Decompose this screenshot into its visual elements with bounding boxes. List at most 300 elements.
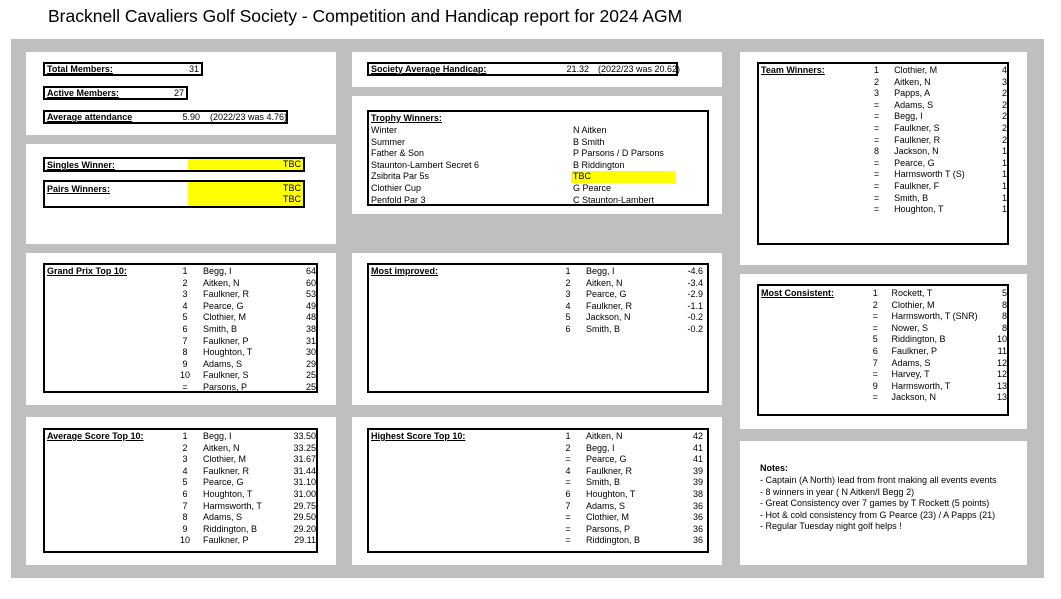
team-row: [859, 65, 1007, 77]
most-consistent-row: [859, 369, 1007, 381]
most-improved-rank: 3: [565, 289, 571, 300]
most-consistent-name: Rockett, T: [891, 288, 933, 298]
team-rank: 1: [874, 65, 880, 75]
most-consistent-row: [859, 381, 1007, 393]
team-rank: 8: [874, 146, 880, 157]
team-label: Team Winners:: [761, 65, 825, 75]
most-improved-row: [550, 289, 703, 301]
average-score-rank: 1: [182, 431, 188, 441]
average-score-name: Adams, S: [203, 512, 243, 523]
highest-score-value: 39: [692, 477, 703, 488]
grand-prix-value: 31: [305, 335, 316, 346]
team-row: [859, 135, 1007, 147]
most-improved-row: [550, 312, 703, 324]
most-consistent-rank: 6: [872, 345, 878, 356]
average-score-row: [167, 512, 316, 524]
highest-score-name: Faulkner, R: [586, 465, 633, 476]
grand-prix-row: [167, 301, 316, 313]
trophy-winner: B Smith: [573, 136, 605, 147]
grand-prix-rank: 8: [182, 347, 188, 358]
highest-score-name: Pearce, G: [586, 454, 627, 465]
highest-score-row: [550, 524, 703, 536]
highest-score-name: Aitken, N: [586, 431, 623, 441]
trophy-box: [367, 110, 709, 206]
highest-score-value: 36: [692, 512, 703, 523]
grand-prix-name: Clothier, M: [203, 312, 247, 323]
average-score-name: Riddington, B: [203, 523, 258, 534]
team-rank: =: [873, 157, 880, 168]
team-row: [859, 77, 1007, 89]
most-improved-value: -0.2: [687, 312, 703, 323]
most-consistent-name: Faulkner, P: [891, 345, 937, 356]
most-improved-row: [550, 266, 703, 278]
team-name: Adams, S: [894, 99, 934, 110]
highest-score-row: [550, 443, 703, 455]
trophy-row: [371, 183, 664, 195]
average-score-rank: 10: [179, 535, 190, 546]
team-name: Faulkner, F: [894, 180, 940, 191]
team-name: Pearce, G: [894, 157, 935, 168]
average-score-value: 29.11: [294, 535, 316, 546]
grand-prix-rank: 2: [182, 277, 188, 288]
most-consistent-row: [859, 346, 1007, 358]
most-consistent-panel: [740, 274, 1027, 429]
attendance-note: (2022/23 was 4.76): [210, 112, 288, 122]
average-score-value: 31.10: [293, 477, 316, 488]
most-consistent-value: 13: [996, 392, 1007, 403]
highest-score-name: Begg, I: [586, 442, 615, 453]
total-members-box: [43, 62, 203, 76]
grand-prix-rank: 5: [182, 312, 188, 323]
grand-prix-name: Faulkner, P: [203, 335, 249, 346]
average-score-name: Houghton, T: [203, 488, 253, 499]
highest-score-value: 39: [692, 465, 703, 476]
highest-score-rank: =: [565, 454, 571, 465]
most-improved-name: Begg, I: [586, 266, 615, 276]
grand-prix-name: Parsons, P: [203, 381, 248, 392]
highest-score-name: Clothier, M: [586, 512, 630, 523]
highest-score-value: 36: [692, 535, 703, 546]
average-score-name: Begg, I: [203, 431, 232, 441]
singles-winner-box: [43, 157, 305, 172]
trophy-row: [371, 195, 664, 207]
most-consistent-name: Adams, S: [891, 357, 931, 368]
team-name: Harmsworth T (S): [894, 169, 965, 180]
note-line: - Great Consistency over 7 games by T Rockett (5 points): [760, 498, 990, 509]
grand-prix-row: [167, 278, 316, 290]
most-consistent-value: 8: [1001, 322, 1007, 333]
trophy-row: [371, 125, 664, 137]
most-improved-value: -3.4: [687, 277, 703, 288]
most-consistent-row: [859, 334, 1007, 346]
average-score-value: 33.50: [293, 431, 316, 441]
attendance-value: 5.90: [182, 112, 200, 122]
highest-score-name: Parsons, P: [586, 523, 631, 534]
grand-prix-rank: 7: [182, 335, 188, 346]
highest-score-label: Highest Score Top 10:: [371, 431, 466, 441]
most-improved-box: [367, 263, 709, 393]
team-value: 4: [1001, 65, 1007, 75]
grand-prix-name: Adams, S: [203, 358, 243, 369]
most-improved-rank: 4: [565, 300, 571, 311]
team-rank: =: [873, 169, 880, 180]
average-score-name: Faulkner, P: [203, 535, 249, 546]
trophy-name: Zsibrita Par 5s: [371, 171, 430, 182]
most-improved-value: -2.9: [687, 289, 703, 300]
grand-prix-row: [167, 370, 316, 382]
active-members-label: Active Members:: [47, 88, 120, 98]
most-consistent-rank: 1: [872, 288, 878, 298]
grand-prix-value: 38: [305, 323, 316, 334]
average-score-rank: 3: [182, 454, 188, 465]
most-consistent-rank: 2: [872, 299, 878, 310]
highest-score-row: [550, 431, 703, 443]
most-consistent-rank: =: [872, 322, 878, 333]
trophy-row: [371, 137, 664, 149]
most-consistent-box: [757, 284, 1009, 416]
team-name: Clothier, M: [894, 65, 938, 75]
trophy-name: Penfold Par 3: [371, 194, 426, 205]
most-consistent-rank: 5: [872, 334, 878, 345]
grand-prix-value: 25: [305, 381, 316, 392]
grand-prix-rank: 10: [179, 370, 190, 381]
most-consistent-value: 11: [997, 345, 1007, 356]
most-improved-name: Jackson, N: [586, 312, 631, 323]
average-score-panel: [26, 417, 336, 565]
highest-score-value: 36: [692, 523, 703, 534]
most-improved-value: -0.2: [687, 323, 703, 334]
highest-score-row: [550, 477, 703, 489]
average-score-row: [167, 466, 316, 478]
grand-prix-value: 25: [305, 370, 316, 381]
average-score-rank: 2: [182, 442, 188, 453]
average-score-rank: 4: [182, 465, 188, 476]
most-consistent-value: 13: [996, 380, 1007, 391]
team-rank: =: [873, 99, 880, 110]
trophy-winner: C Staunton-Lambert: [573, 194, 655, 205]
most-improved-panel: [352, 253, 722, 405]
highest-score-rank: =: [565, 523, 571, 534]
grand-prix-name: Houghton, T: [203, 347, 253, 358]
grand-prix-name: Pearce, G: [203, 300, 244, 311]
most-improved-name: Smith, B: [586, 323, 621, 334]
grand-prix-rank: 3: [182, 289, 188, 300]
team-rank: =: [873, 111, 880, 122]
average-score-value: 29.20: [293, 523, 316, 534]
trophy-winner: N Aitken: [573, 125, 607, 135]
singles-winner-value: TBC: [283, 159, 301, 169]
most-consistent-row: [859, 288, 1007, 300]
team-value: 2: [1001, 99, 1007, 110]
team-row: [859, 100, 1007, 112]
most-consistent-value: 12: [996, 357, 1007, 368]
most-improved-value: -1.1: [687, 300, 703, 311]
most-consistent-name: Harmsworth, T (SNR): [891, 311, 978, 322]
trophy-row: [371, 160, 664, 172]
grand-prix-rank: 9: [182, 358, 188, 369]
grand-prix-rank: 4: [182, 300, 188, 311]
most-consistent-value: 10: [996, 334, 1007, 345]
most-consistent-value: 8: [1001, 299, 1007, 310]
average-score-value: 31.67: [293, 454, 316, 465]
grand-prix-value: 53: [305, 289, 316, 300]
highest-score-rank: =: [565, 477, 571, 488]
most-consistent-name: Harmsworth, T: [891, 380, 951, 391]
average-score-rank: 8: [182, 512, 188, 523]
trophy-winner: TBC: [573, 171, 591, 182]
highest-score-name: Riddington, B: [586, 535, 641, 546]
highest-score-row: [550, 489, 703, 501]
average-score-name: Pearce, G: [203, 477, 244, 488]
most-consistent-row: [859, 300, 1007, 312]
team-value: 1: [1001, 192, 1007, 203]
average-score-name: Aitken, N: [203, 442, 240, 453]
average-score-value: 29.50: [293, 512, 316, 523]
team-value: 2: [1001, 111, 1007, 122]
trophy-name: Staunton-Lambert Secret 6: [371, 159, 480, 170]
average-score-label: Average Score Top 10:: [47, 431, 144, 441]
average-score-row: [167, 489, 316, 501]
team-row: [859, 111, 1007, 123]
team-rank: =: [873, 192, 880, 203]
grand-prix-value: 30: [305, 347, 316, 358]
team-row: [859, 88, 1007, 100]
average-score-name: Faulkner, R: [203, 465, 250, 476]
average-score-value: 33.25: [293, 442, 316, 453]
highest-score-rank: 2: [565, 442, 571, 453]
note-line: - Hot & cold consistency from G Pearce (23) / A Papps (21): [760, 509, 996, 520]
highest-score-row: [550, 501, 703, 513]
average-score-rank: 7: [182, 500, 188, 511]
highest-score-rank: 6: [565, 488, 571, 499]
grand-prix-value: 60: [305, 277, 316, 288]
grand-prix-rank: 1: [182, 266, 188, 276]
trophy-name: Winter: [371, 125, 398, 135]
average-score-row: [167, 454, 316, 466]
highest-score-panel: [352, 417, 722, 565]
most-consistent-name: Clothier, M: [891, 299, 935, 310]
pairs-winner-2: TBC: [283, 194, 301, 204]
highest-score-row: [550, 512, 703, 524]
highest-score-value: 41: [692, 442, 703, 453]
report-frame: [11, 39, 1044, 578]
highest-score-name: Adams, S: [586, 500, 626, 511]
grand-prix-row: [167, 382, 316, 394]
team-value: 1: [1001, 157, 1007, 168]
most-consistent-rank: =: [872, 392, 878, 403]
most-improved-rank: 1: [565, 266, 571, 276]
team-value: 1: [1001, 146, 1007, 157]
average-score-name: Harmsworth, T: [203, 500, 262, 511]
team-row: [859, 181, 1007, 193]
team-table: [859, 65, 1007, 216]
grand-prix-name: Aitken, N: [203, 277, 240, 288]
highest-score-name: Houghton, T: [586, 488, 636, 499]
note-line: - Regular Tuesday night golf helps !: [760, 521, 902, 532]
grand-prix-box: [43, 263, 318, 393]
trophy-panel: [352, 96, 722, 214]
grand-prix-rank: 6: [182, 323, 188, 334]
handicap-box: [367, 62, 681, 76]
team-name: Faulkner, S: [894, 122, 940, 133]
team-rank: =: [873, 134, 880, 145]
most-improved-row: [550, 301, 703, 313]
most-consistent-name: Jackson, N: [891, 392, 936, 403]
trophy-winner: B Riddington: [573, 159, 625, 170]
most-improved-row: [550, 278, 703, 290]
total-members-label: Total Members:: [47, 64, 113, 74]
average-score-row: [167, 443, 316, 455]
team-row: [859, 123, 1007, 135]
highest-score-rank: 4: [565, 465, 571, 476]
team-name: Jackson, N: [894, 146, 939, 157]
most-consistent-row: [859, 358, 1007, 370]
highest-score-row: [550, 454, 703, 466]
most-consistent-name: Nower, S: [891, 322, 928, 333]
trophy-winner: P Parsons / D Parsons: [573, 148, 664, 159]
average-score-box: [43, 428, 318, 553]
handicap-value: 21.32: [566, 64, 589, 74]
team-rank: =: [873, 122, 880, 133]
total-members-value: 31: [188, 64, 199, 74]
team-name: Houghton, T: [894, 204, 944, 215]
most-consistent-name: Riddington, B: [891, 334, 946, 345]
team-row: [859, 158, 1007, 170]
grand-prix-row: [167, 359, 316, 371]
grand-prix-row: [167, 312, 316, 324]
grand-prix-panel: [26, 253, 336, 405]
team-row: [859, 146, 1007, 158]
most-consistent-rank: =: [872, 311, 878, 322]
trophy-label: Trophy Winners:: [371, 113, 442, 123]
pairs-winner-1: TBC: [283, 183, 301, 193]
average-score-row: [167, 431, 316, 443]
grand-prix-name: Smith, B: [203, 323, 238, 334]
notes-panel: [740, 441, 1027, 565]
team-name: Faulkner, R: [894, 134, 941, 145]
most-improved-value: -4.6: [687, 266, 703, 276]
most-improved-rank: 5: [565, 312, 571, 323]
pairs-winners-box: [43, 180, 305, 208]
team-panel: [740, 52, 1027, 265]
team-value: 1: [1001, 180, 1007, 191]
highest-score-table: [550, 431, 703, 547]
active-members-value: 27: [173, 88, 184, 98]
highest-score-value: 41: [692, 454, 703, 465]
team-name: Begg, I: [894, 111, 923, 122]
trophy-winner: G Pearce: [573, 182, 612, 193]
trophy-name: Summer: [371, 136, 406, 147]
highest-score-name: Smith, B: [586, 477, 621, 488]
most-improved-rank: 6: [565, 323, 571, 334]
most-consistent-row: [859, 311, 1007, 323]
average-score-table: [167, 431, 316, 547]
team-value: 2: [1001, 122, 1007, 133]
grand-prix-row: [167, 347, 316, 359]
grand-prix-row: [167, 324, 316, 336]
average-score-rank: 9: [182, 523, 188, 534]
notes-lines: [760, 475, 997, 533]
team-value: 1: [1001, 204, 1007, 215]
team-rank: =: [873, 180, 880, 191]
average-score-row: [167, 477, 316, 489]
team-box: [757, 62, 1009, 245]
grand-prix-value: 64: [305, 266, 316, 276]
highest-score-rank: 1: [565, 431, 571, 441]
team-value: 2: [1001, 134, 1007, 145]
singles-winner-label: Singles Winner:: [47, 160, 115, 170]
members-panel: [26, 52, 336, 135]
trophy-row: [371, 171, 664, 183]
page-title: Bracknell Cavaliers Golf Society - Competition and Handicap report for 2024 AGM: [48, 6, 683, 26]
team-name: Aitken, N: [894, 76, 931, 87]
average-score-value: 29.75: [293, 500, 316, 511]
notes-label: Notes:: [760, 463, 789, 473]
most-consistent-rank: 7: [872, 357, 878, 368]
active-members-box: [43, 86, 188, 100]
highest-score-value: 36: [692, 500, 703, 511]
handicap-note: (2022/23 was 20.62): [598, 64, 681, 74]
team-rank: 2: [874, 76, 880, 87]
most-consistent-label: Most Consistent:: [761, 288, 834, 298]
average-score-name: Clothier, M: [203, 454, 247, 465]
winners-panel: [26, 144, 336, 244]
team-value: 2: [1001, 88, 1007, 99]
highest-score-row: [550, 466, 703, 478]
attendance-label: Average attendance: [47, 112, 133, 122]
most-consistent-value: 12: [996, 369, 1007, 380]
note-line: - Captain (A North) lead from front making all events events: [760, 475, 997, 485]
most-consistent-row: [859, 323, 1007, 335]
handicap-panel: [352, 52, 722, 87]
highest-score-value: 38: [692, 488, 703, 499]
most-improved-rank: 2: [565, 277, 571, 288]
pairs-winners-label: Pairs Winners:: [47, 184, 110, 194]
grand-prix-name: Begg, I: [203, 266, 232, 276]
most-improved-label: Most improved:: [371, 266, 439, 276]
grand-prix-table: [167, 266, 316, 394]
trophy-name: Father & Son: [371, 148, 425, 159]
highest-score-rank: =: [565, 535, 571, 546]
highest-score-value: 42: [692, 431, 703, 441]
team-name: Smith, B: [894, 192, 929, 203]
most-consistent-value: 5: [1001, 288, 1007, 298]
most-consistent-row: [859, 392, 1007, 404]
most-consistent-value: 8: [1001, 311, 1007, 322]
trophy-row: [371, 148, 664, 160]
team-value: 1: [1001, 169, 1007, 180]
most-consistent-rank: 9: [872, 380, 878, 391]
team-rank: 3: [874, 88, 880, 99]
grand-prix-row: [167, 289, 316, 301]
most-improved-name: Aitken, N: [586, 277, 623, 288]
average-score-row: [167, 524, 316, 536]
handicap-label: Society Average Handicap:: [371, 64, 487, 74]
highest-score-row: [550, 535, 703, 547]
highest-score-rank: 7: [565, 500, 571, 511]
average-score-row: [167, 535, 316, 547]
average-score-rank: 5: [182, 477, 188, 488]
grand-prix-name: Faulkner, S: [203, 370, 249, 381]
most-improved-table: [550, 266, 703, 336]
team-rank: =: [873, 204, 880, 215]
highest-score-box: [367, 428, 709, 553]
average-score-value: 31.44: [293, 465, 316, 476]
grand-prix-value: 29: [305, 358, 316, 369]
grand-prix-row: [167, 336, 316, 348]
note-line: - 8 winners in year ( N Aitken/I Begg 2): [760, 486, 915, 497]
most-consistent-rank: =: [872, 369, 878, 380]
